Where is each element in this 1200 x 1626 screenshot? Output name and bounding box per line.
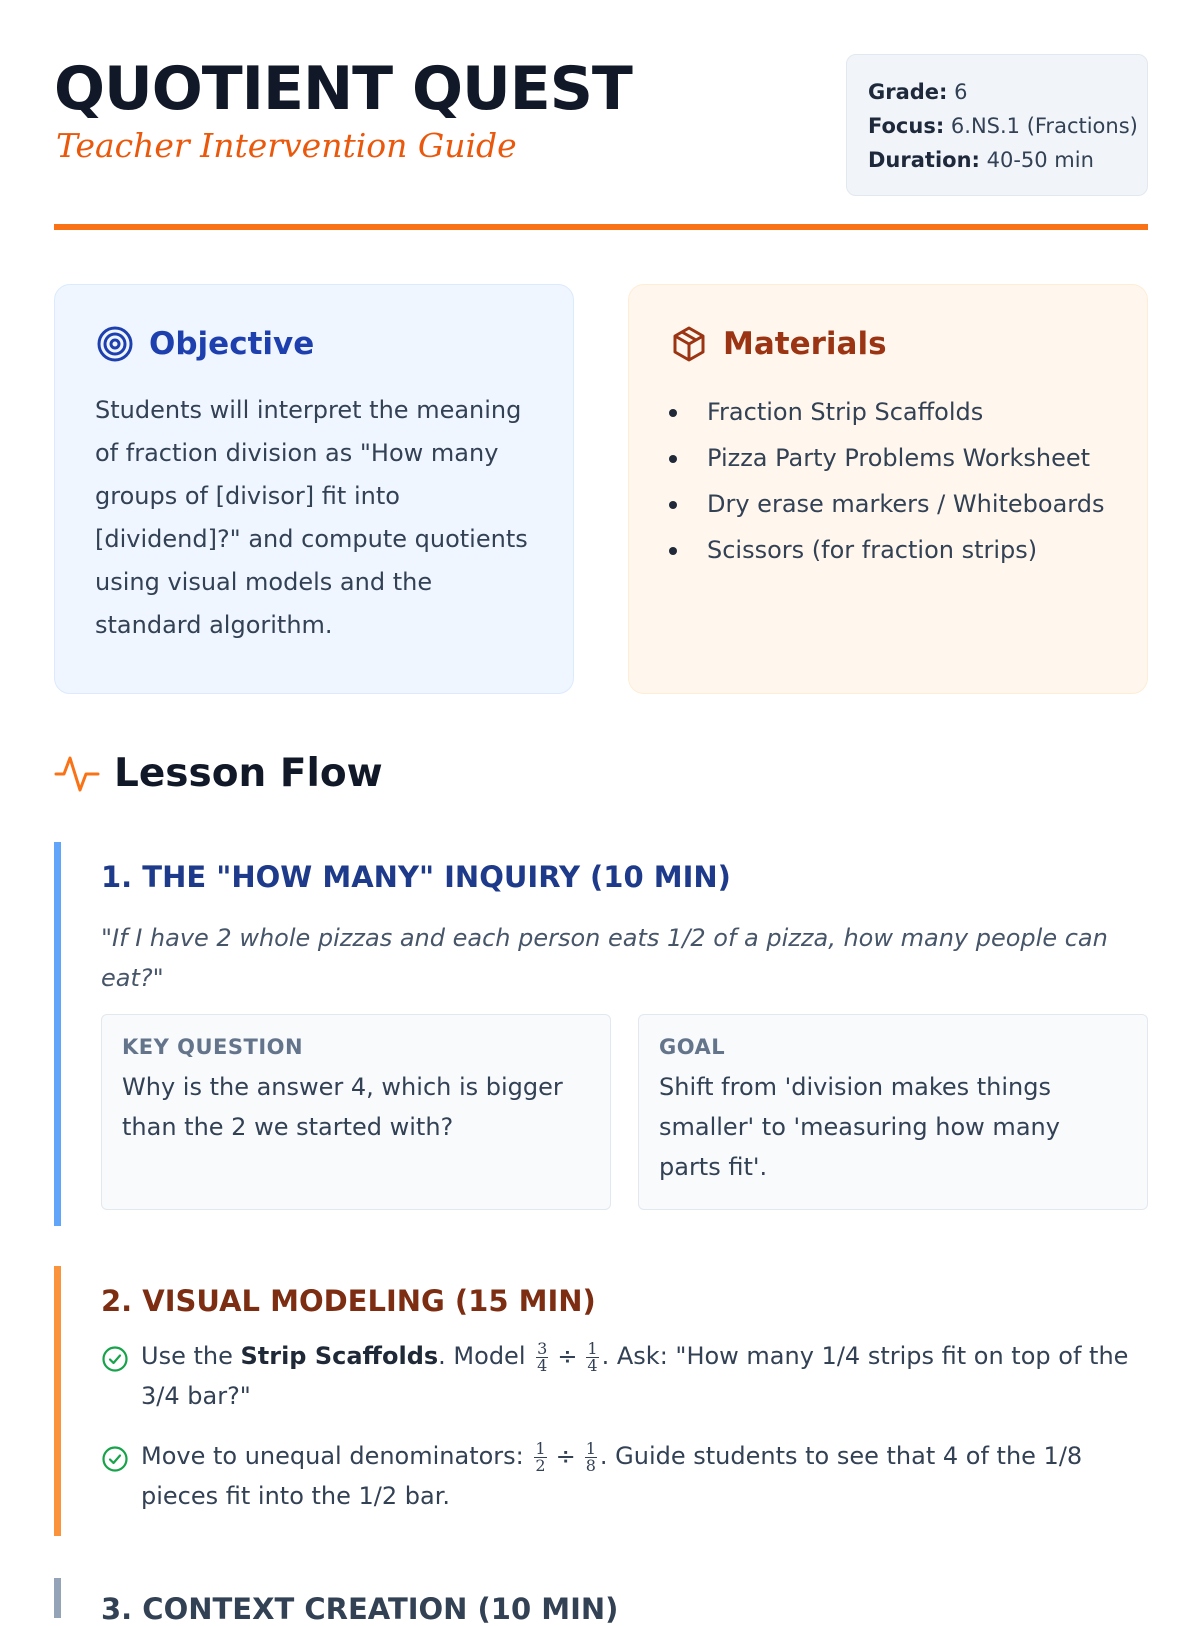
material-label: Pizza Party Problems Worksheet xyxy=(707,444,1091,472)
step-quote: "If I have 2 whole pizzas and each person eats 1/2 of a pizza, how many people can eat?" xyxy=(101,924,1108,992)
fraction-denominator: 4 xyxy=(537,1355,548,1375)
item-suffix: . Guide students to see that 4 of the 1/8 pieces fit into the 1/2 bar. xyxy=(141,1442,1083,1510)
fraction xyxy=(586,1338,598,1375)
materials-card xyxy=(628,284,1148,694)
page-subtitle: Teacher Intervention Guide xyxy=(56,126,517,165)
list-item xyxy=(669,389,1107,435)
objective-header xyxy=(95,323,533,365)
list-item xyxy=(669,435,1107,481)
item-mid: . Model xyxy=(438,1342,534,1370)
fraction-denominator: 8 xyxy=(585,1455,596,1475)
list-item xyxy=(669,481,1107,527)
step-accent-bar xyxy=(54,1578,61,1618)
bullet-icon xyxy=(669,547,677,555)
key-question-text: Why is the answer 4, which is bigger than the 2 we started with? xyxy=(122,1073,563,1141)
fraction-numerator: 1 xyxy=(535,1438,546,1458)
fraction xyxy=(585,1438,597,1475)
check-circle-icon xyxy=(101,1345,129,1373)
material-label: Scissors (for fraction strips) xyxy=(707,536,1038,564)
meta-focus xyxy=(868,109,1147,143)
lesson-step-2 xyxy=(54,1266,1148,1536)
bullet-icon xyxy=(669,501,677,509)
goal-label: GOAL xyxy=(659,1035,726,1059)
step-accent-bar xyxy=(54,1266,61,1536)
list-item xyxy=(101,1336,1141,1416)
key-question-label: KEY QUESTION xyxy=(122,1035,304,1059)
step-title: 2. VISUAL MODELING (15 MIN) xyxy=(101,1284,596,1318)
item-bold: Strip Scaffolds xyxy=(240,1342,439,1370)
package-icon xyxy=(669,324,709,364)
lesson-flow-title: Lesson Flow xyxy=(114,750,383,796)
step-title: 3. CONTEXT CREATION (10 MIN) xyxy=(101,1592,619,1626)
divide-operator: ÷ xyxy=(557,1342,578,1370)
step-item-text xyxy=(141,1336,1141,1416)
lesson-flow-header xyxy=(54,750,383,796)
objective-title: Objective xyxy=(149,326,315,362)
item-prefix: Move to unequal denominators: xyxy=(141,1442,532,1470)
meta-grade xyxy=(868,75,1147,109)
materials-title: Materials xyxy=(723,326,887,362)
materials-list xyxy=(669,389,1107,573)
divide-operator: ÷ xyxy=(555,1442,576,1470)
objective-card xyxy=(54,284,574,694)
item-prefix: Use the xyxy=(141,1342,241,1370)
meta-duration-value: 40-50 min xyxy=(986,148,1094,172)
page-title: QUOTIENT QUEST xyxy=(54,54,632,124)
material-label: Dry erase markers / Whiteboards xyxy=(707,490,1105,518)
meta-duration xyxy=(868,143,1147,177)
target-icon xyxy=(95,324,135,364)
materials-header xyxy=(669,323,1107,365)
fraction-numerator: 3 xyxy=(537,1338,548,1358)
step-item-text xyxy=(141,1436,1141,1516)
goal-text: Shift from 'division makes things smaller' to 'measuring how many parts fit'. xyxy=(659,1073,1060,1181)
list-item xyxy=(669,527,1107,573)
meta-grade-value: 6 xyxy=(954,80,968,104)
key-question-box xyxy=(101,1014,611,1210)
fraction-denominator: 2 xyxy=(535,1455,546,1475)
fraction xyxy=(534,1438,546,1475)
lesson-step-1 xyxy=(54,842,1148,1226)
activity-icon xyxy=(54,750,100,796)
fraction-numerator: 1 xyxy=(587,1338,598,1358)
lesson-meta-box xyxy=(846,54,1148,196)
material-label: Fraction Strip Scaffolds xyxy=(707,398,984,426)
bullet-icon xyxy=(669,455,677,463)
meta-focus-label: Focus: xyxy=(868,114,945,138)
step-accent-bar xyxy=(54,842,61,1226)
lesson-step-3 xyxy=(54,1578,1148,1626)
fraction xyxy=(536,1338,548,1375)
meta-duration-label: Duration: xyxy=(868,148,980,172)
meta-focus-value: 6.NS.1 (Fractions) xyxy=(950,114,1138,138)
header-divider xyxy=(54,224,1148,230)
meta-grade-label: Grade: xyxy=(868,80,948,104)
bullet-icon xyxy=(669,409,677,417)
item-suffix: . Ask: "How many 1/4 strips fit on top of the 3/4 bar?" xyxy=(141,1342,1129,1410)
step-title: 1. THE "HOW MANY" INQUIRY (10 MIN) xyxy=(101,860,731,894)
list-item xyxy=(101,1436,1141,1516)
objective-text: Students will interpret the meaning of fraction division as "How many groups of [divisor] fit into [dividend]?" and compute quotients using visual models and the standard algorithm. xyxy=(95,396,528,639)
fraction-numerator: 1 xyxy=(585,1438,596,1458)
page-header xyxy=(54,52,1148,232)
goal-box xyxy=(638,1014,1148,1210)
fraction-denominator: 4 xyxy=(587,1355,598,1375)
check-circle-icon xyxy=(101,1445,129,1473)
